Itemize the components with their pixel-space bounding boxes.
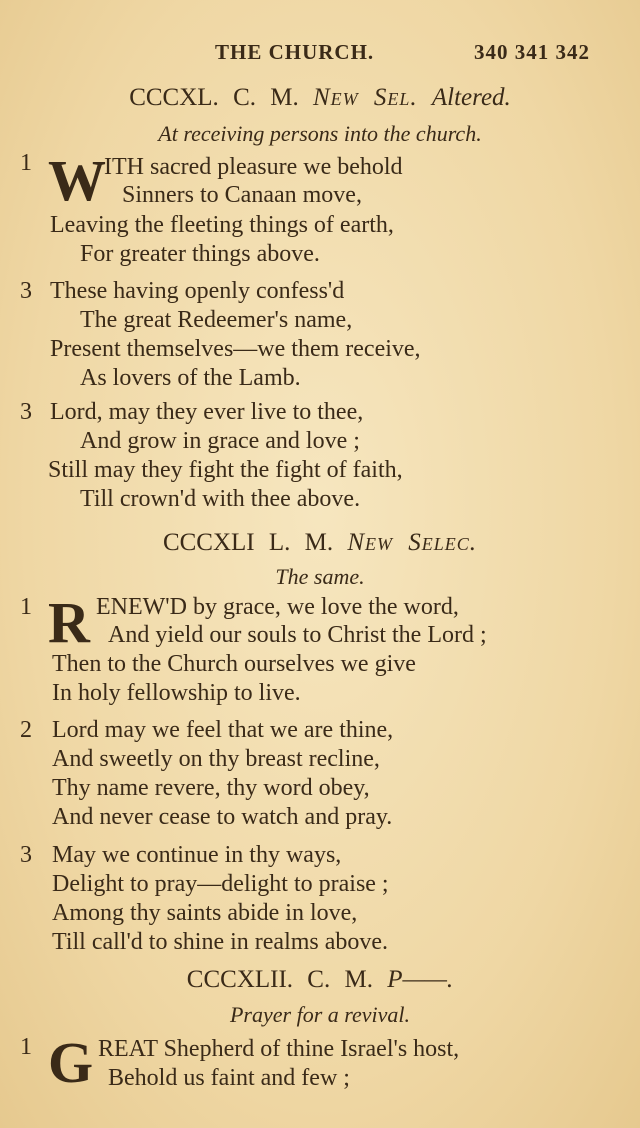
hymn-source: New Selec. (347, 529, 478, 556)
verse-line: For greater things above. (80, 241, 320, 267)
stanza-number: 1 (20, 594, 32, 620)
verse-line: Delight to pray—delight to praise ; (52, 871, 389, 897)
stanza-number: 2 (20, 717, 32, 743)
stanza-number: 3 (20, 399, 32, 425)
verse-line: As lovers of the Lamb. (80, 365, 301, 391)
verse-line: ENEW'D by grace, we love the word, (96, 594, 459, 620)
running-title: THE CHURCH. (215, 40, 375, 64)
verse-line: Sinners to Canaan move, (122, 182, 362, 208)
hymn-meter: C. M. (233, 84, 299, 111)
verse-line: May we continue in thy ways, (52, 842, 342, 868)
verse-line: Lord may we feel that we are thine, (52, 717, 394, 743)
verse-line: Thy name revere, thy word obey, (52, 775, 370, 801)
verse-line: ITH sacred pleasure we behold (104, 154, 403, 180)
hymn-source: New Sel. (312, 84, 418, 111)
verse-line: Lord, may they ever live to thee, (50, 399, 364, 425)
hymn-number: CCCXLII. (186, 966, 294, 993)
verse-line: Present themselves—we them receive, (50, 336, 421, 362)
verse-line: Leaving the fleeting things of earth, (50, 212, 394, 238)
hymn-heading-342 (0, 966, 640, 994)
hymn-number: CCCXL. (129, 84, 219, 111)
drop-cap: W (48, 148, 106, 213)
hymn-subtitle-341: The same. (275, 564, 365, 589)
verse-line: Till call'd to shine in realms above. (52, 929, 389, 955)
verse-line: Among thy saints abide in love, (52, 900, 358, 926)
page-numbers: 340 341 342 (474, 40, 590, 64)
drop-cap: G (48, 1030, 94, 1095)
verse-line: The great Redeemer's name, (80, 307, 353, 333)
verse-line: Behold us faint and few ; (108, 1065, 350, 1091)
hymn-heading-341 (0, 529, 640, 557)
verse-line: And grow in grace and love ; (80, 428, 360, 454)
hymn-subtitle-342: Prayer for a revival. (229, 1002, 411, 1027)
verse-line: Then to the Church ourselves we give (52, 651, 416, 677)
verse-line: REAT Shepherd of thine Israel's host, (98, 1036, 460, 1062)
hymn-heading-340 (0, 84, 640, 112)
verse-line: And yield our souls to Christ the Lord ; (108, 622, 487, 648)
hymn-meter: L. M. (268, 529, 334, 556)
stanza-number: 3 (20, 278, 32, 304)
verse-line: Still may they fight the fight of faith, (48, 457, 403, 483)
verse-line: These having openly confess'd (50, 278, 345, 304)
hymn-source: P——. (387, 966, 454, 993)
drop-cap: R (48, 590, 90, 655)
verse-line: And never cease to watch and pray. (52, 804, 393, 830)
running-head (215, 40, 590, 65)
verse-line: In holy fellowship to live. (52, 680, 301, 706)
stanza-number: 1 (20, 150, 32, 176)
hymn-note: Altered. (431, 84, 511, 111)
stanza-number: 3 (20, 842, 32, 868)
verse-line: Till crown'd with thee above. (80, 486, 361, 512)
hymn-subtitle-340: At receiving persons into the church. (158, 121, 482, 146)
stanza-number: 1 (20, 1034, 32, 1060)
verse-line: And sweetly on thy breast recline, (52, 746, 380, 772)
hymn-meter: C. M. (307, 966, 373, 993)
hymn-number: CCCXLI (162, 529, 255, 556)
